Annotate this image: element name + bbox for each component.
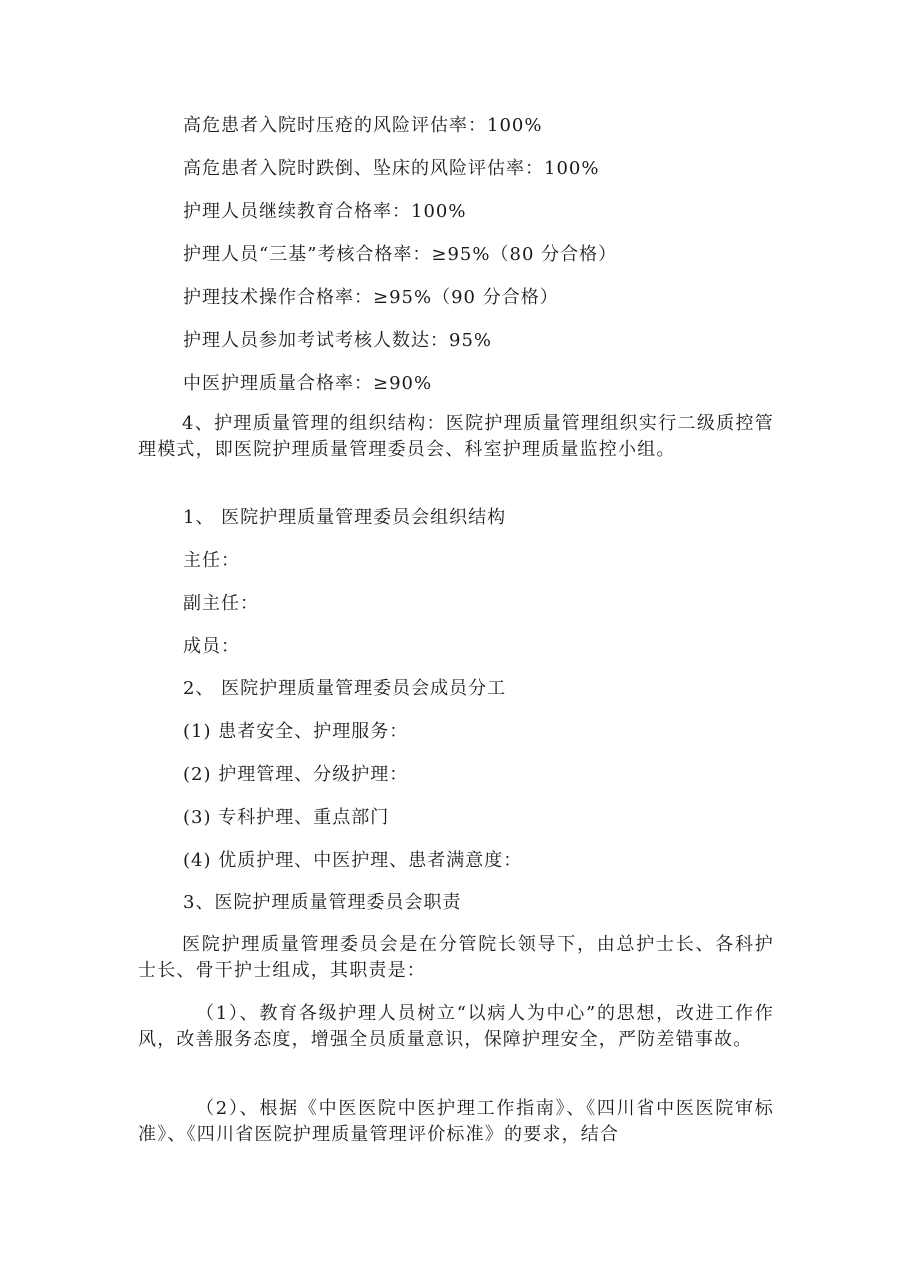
- members-label: 成员：: [183, 636, 240, 657]
- metric-fall-risk: 高危患者入院时跌倒、坠床的风险评估率：100%: [183, 158, 600, 179]
- metric-technical-operation: 护理技术操作合格率：≥95%（90 分合格）: [183, 287, 559, 308]
- duty-item: (2) 护理管理、分级护理：: [183, 764, 409, 785]
- section-3-title: 3、医院护理质量管理委员会职责: [183, 892, 462, 913]
- duty-item: (1) 患者安全、护理服务：: [183, 721, 409, 742]
- paragraph-responsibility-1: （1）、教育各级护理人员树立“以病人为中心”的思想，改进工作作风，改善服务态度，增强全员质量意识，保障护理安全，严防差错事故。: [138, 1003, 774, 1050]
- section-1-title: 1、 医院护理质量管理委员会组织结构: [183, 507, 507, 528]
- paragraph-org-structure: 4、护理质量管理的组织结构：医院护理质量管理组织实行二级质控管理模式，即医院护理质量管理委员会、科室护理质量监控小组。: [138, 413, 774, 460]
- duty-item: (4) 优质护理、中医护理、患者满意度：: [183, 850, 523, 871]
- section-2-title: 2、 医院护理质量管理委员会成员分工: [183, 678, 507, 699]
- metric-pressure-ulcer: 高危患者入院时压疮的风险评估率：100%: [183, 115, 543, 136]
- director-label: 主任：: [183, 550, 240, 571]
- paragraph-responsibility-2: （2）、根据《中医医院中医护理工作指南》、《四川省中医医院审标准》、《四川省医院护理质量管理评价标准》的要求，结合: [138, 1098, 774, 1145]
- metric-three-basics: 护理人员“三基”考核合格率：≥95%（80 分合格）: [183, 244, 618, 265]
- deputy-director-label: 副主任：: [183, 593, 259, 614]
- metric-tcm-nursing: 中医护理质量合格率：≥90%: [183, 373, 433, 394]
- paragraph-committee-intro: 医院护理质量管理委员会是在分管院长领导下，由总护士长、各科护士长、骨干护士组成，其职责是：: [138, 934, 774, 981]
- duty-item: (3) 专科护理、重点部门: [183, 807, 390, 828]
- metric-exam-participation: 护理人员参加考试考核人数达：95%: [183, 330, 493, 351]
- metric-continuing-education: 护理人员继续教育合格率：100%: [183, 201, 467, 222]
